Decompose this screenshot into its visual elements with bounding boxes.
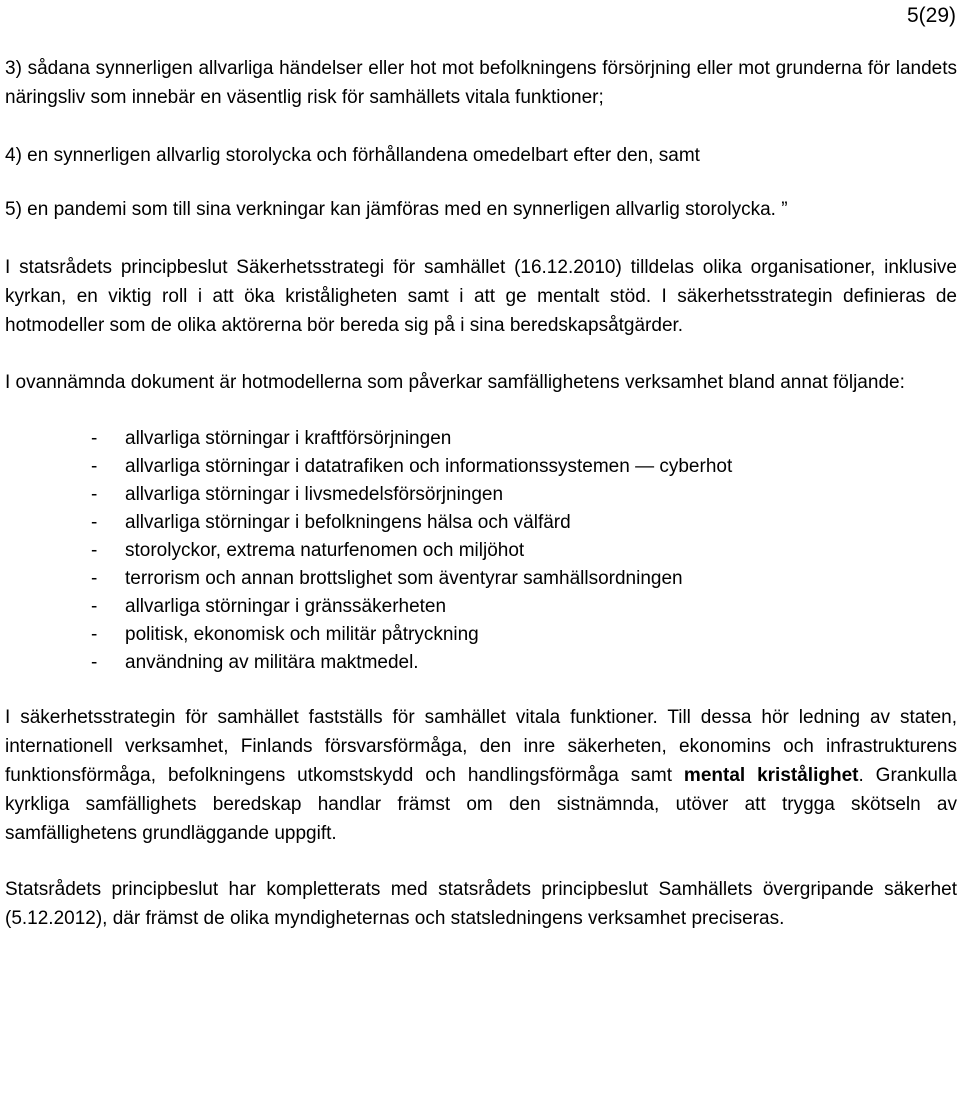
dash-marker: - [91, 456, 98, 478]
mental-resilience-emphasis: mental kristålighet [683, 764, 859, 786]
threat-item-text: allvarliga störningar i livsmedelsförsörjningen [125, 484, 504, 506]
threat-item-text: allvarliga störningar i befolkningens hälsa och välfärd [125, 512, 571, 534]
dash-marker: - [91, 484, 98, 506]
dash-marker: - [91, 652, 98, 674]
paragraph-comprehensive-security: Statsrådets principbeslut har kompletterats med statsrådets principbeslut Samhällets övergripande säkerhet (5.12.2012), där främst de olika myndigheternas och statsledningens verksamhet preciseras. [5, 879, 957, 930]
threat-item [5, 453, 957, 481]
document-body [5, 55, 957, 934]
threat-item-text: terrorism och annan brottslighet som äventyrar samhällsordningen [125, 568, 683, 590]
threat-model-list [5, 425, 957, 677]
threat-item [5, 565, 957, 593]
paragraph-security-strategy: I statsrådets principbeslut Säkerhetsstrategi för samhället (16.12.2010) tilldelas olika organisationer, inklusive kyrkan, en viktig roll i att öka kriståligheten samt i att ge mentalt stöd. I säkerhetsstrategin definieras de hotmodeller som de olika aktörerna bör bereda sig på i sina beredskapsåtgärder. [5, 257, 957, 336]
threat-item-text: allvarliga störningar i kraftförsörjningen [125, 428, 452, 450]
threat-item-text: användning av militära maktmedel. [125, 652, 419, 674]
dash-marker: - [91, 512, 98, 534]
threat-item [5, 481, 957, 509]
threat-item [5, 537, 957, 565]
list-item-4: 4) en synnerligen allvarlig storolycka och förhållandena omedelbart efter den, samt [5, 144, 700, 166]
dash-marker: - [91, 540, 98, 562]
page-number: 5(29) [906, 4, 956, 27]
vital-functions-text-end: . Grankulla kyrkliga samfällighets beredskap handlar främst om den sistnämnda, utöver att trygga skötseln av samfällighetens grundläggande uppgift. [5, 764, 958, 844]
threat-item [5, 509, 957, 537]
threat-item-text: storolyckor, extrema naturfenomen och miljöhot [125, 540, 525, 562]
paragraph-threat-models-intro: I ovannämnda dokument är hotmodellerna som påverkar samfällighetens verksamhet bland annat följande: [5, 371, 905, 393]
dash-marker: - [91, 596, 98, 618]
vital-functions-text-start: I säkerhetsstrategin för samhället fastställs för samhället vitala funktioner. Till dessa hör ledning av staten, internationell verksamhet, Finlands försvarsförmåga, den inre säkerheten, ekonomins och infrastrukturens funktionsförmåga, befolkningens utkomstskydd och handlingsförmåga samt [5, 707, 957, 786]
list-item-3: 3) sådana synnerligen allvarliga händelser eller hot mot befolkningens försörjning eller mot grunderna för landets näringsliv som innebär en väsentlig risk för samhällets vitala funktioner; [5, 58, 957, 108]
threat-item [5, 425, 957, 453]
dash-marker: - [91, 624, 98, 646]
threat-item [5, 649, 957, 677]
paragraph-vital-functions [5, 704, 957, 848]
list-item-5: 5) en pandemi som till sina verkningar kan jämföras med en synnerligen allvarlig storolycka. ” [5, 199, 788, 221]
threat-item [5, 593, 957, 621]
threat-item-text: politisk, ekonomisk och militär påtryckning [125, 624, 479, 646]
dash-marker: - [91, 568, 98, 590]
threat-item-text: allvarliga störningar i gränssäkerheten [125, 596, 447, 618]
dash-marker: - [91, 428, 98, 450]
threat-item-text: allvarliga störningar i datatrafiken och informationssystemen — cyberhot [125, 456, 733, 478]
threat-item [5, 621, 957, 649]
